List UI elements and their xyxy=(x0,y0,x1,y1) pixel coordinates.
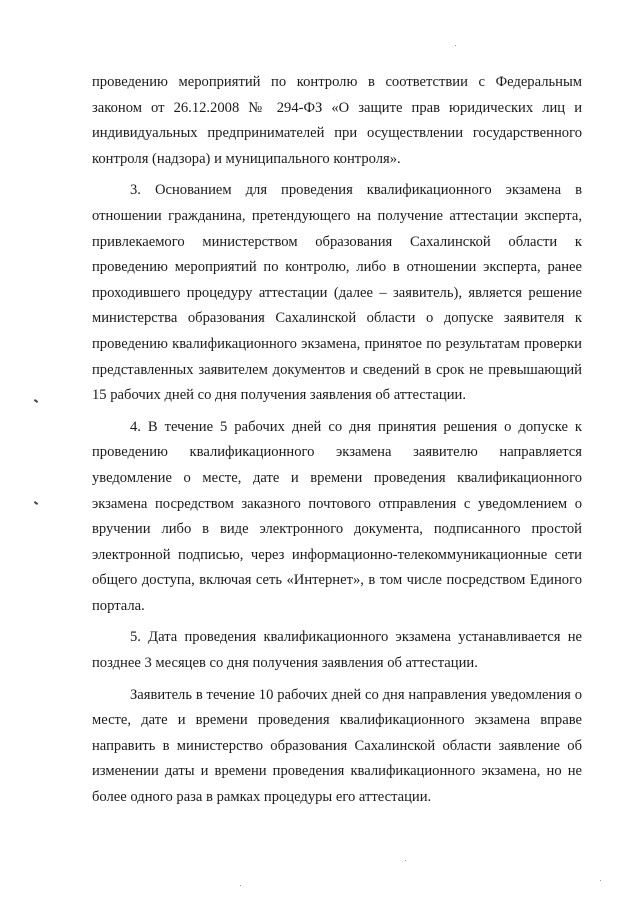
scan-mark xyxy=(34,399,38,403)
scan-speck xyxy=(455,45,456,46)
paragraph: 5. Дата проведения квалификационного экзамена устанавливается не позднее 3 месяцев со дня получения заявления об аттестации. xyxy=(92,629,582,672)
document-body xyxy=(92,70,582,817)
scan-speck xyxy=(600,880,601,881)
paragraph: проведению мероприятий по контролю в соответствии с Федеральным законом от 26.12.2008 № 294-ФЗ «О защите прав юридических лиц и индивидуальных предпринимателей при осуществлении государственного контроля (надзора) и муниципального контроля». xyxy=(92,74,582,167)
scan-speck xyxy=(405,860,406,861)
scan-speck xyxy=(240,885,241,886)
scan-mark xyxy=(34,501,38,505)
paragraph: 3. Основанием для проведения квалификационного экзамена в отношении гражданина, претендующего на получение аттестации эксперта, привлекаемого министерством образования Сахалинской области к проведению мероприятий по контролю, либо в отношении эксперта, ранее проходившего процедуру аттестации (далее – заявитель), является решение министерства образования Сахалинской области о допуске заявителя к проведению квалификационного экзамена, принятое по результатам проверки представленных заявителем документов и сведений в срок не превышающий 15 рабочих дней со дня получения заявления об аттестации. xyxy=(92,182,582,404)
paragraph: Заявитель в течение 10 рабочих дней со дня направления уведомления о месте, дате и времени проведения квалификационного экзамена вправе направить в министерство образования Сахалинской области заявление об изменении даты и времени проведения квалификационного экзамена, но не более одного раза в рамках процедуры его аттестации. xyxy=(92,686,582,806)
paragraph: 4. В течение 5 рабочих дней со дня принятия решения о допуске к проведению квалификационного экзамена заявителю направляется уведомление о месте, дате и времени проведения квалификационного экзамена посредством заказного почтового отправления с уведомлением о вручении либо в виде электронного документа, подписанного простой электронной подписью, через информационно-телекоммуникационные сети общего доступа, включая сеть «Интернет», в том числе посредством Единого портала. xyxy=(92,418,582,614)
